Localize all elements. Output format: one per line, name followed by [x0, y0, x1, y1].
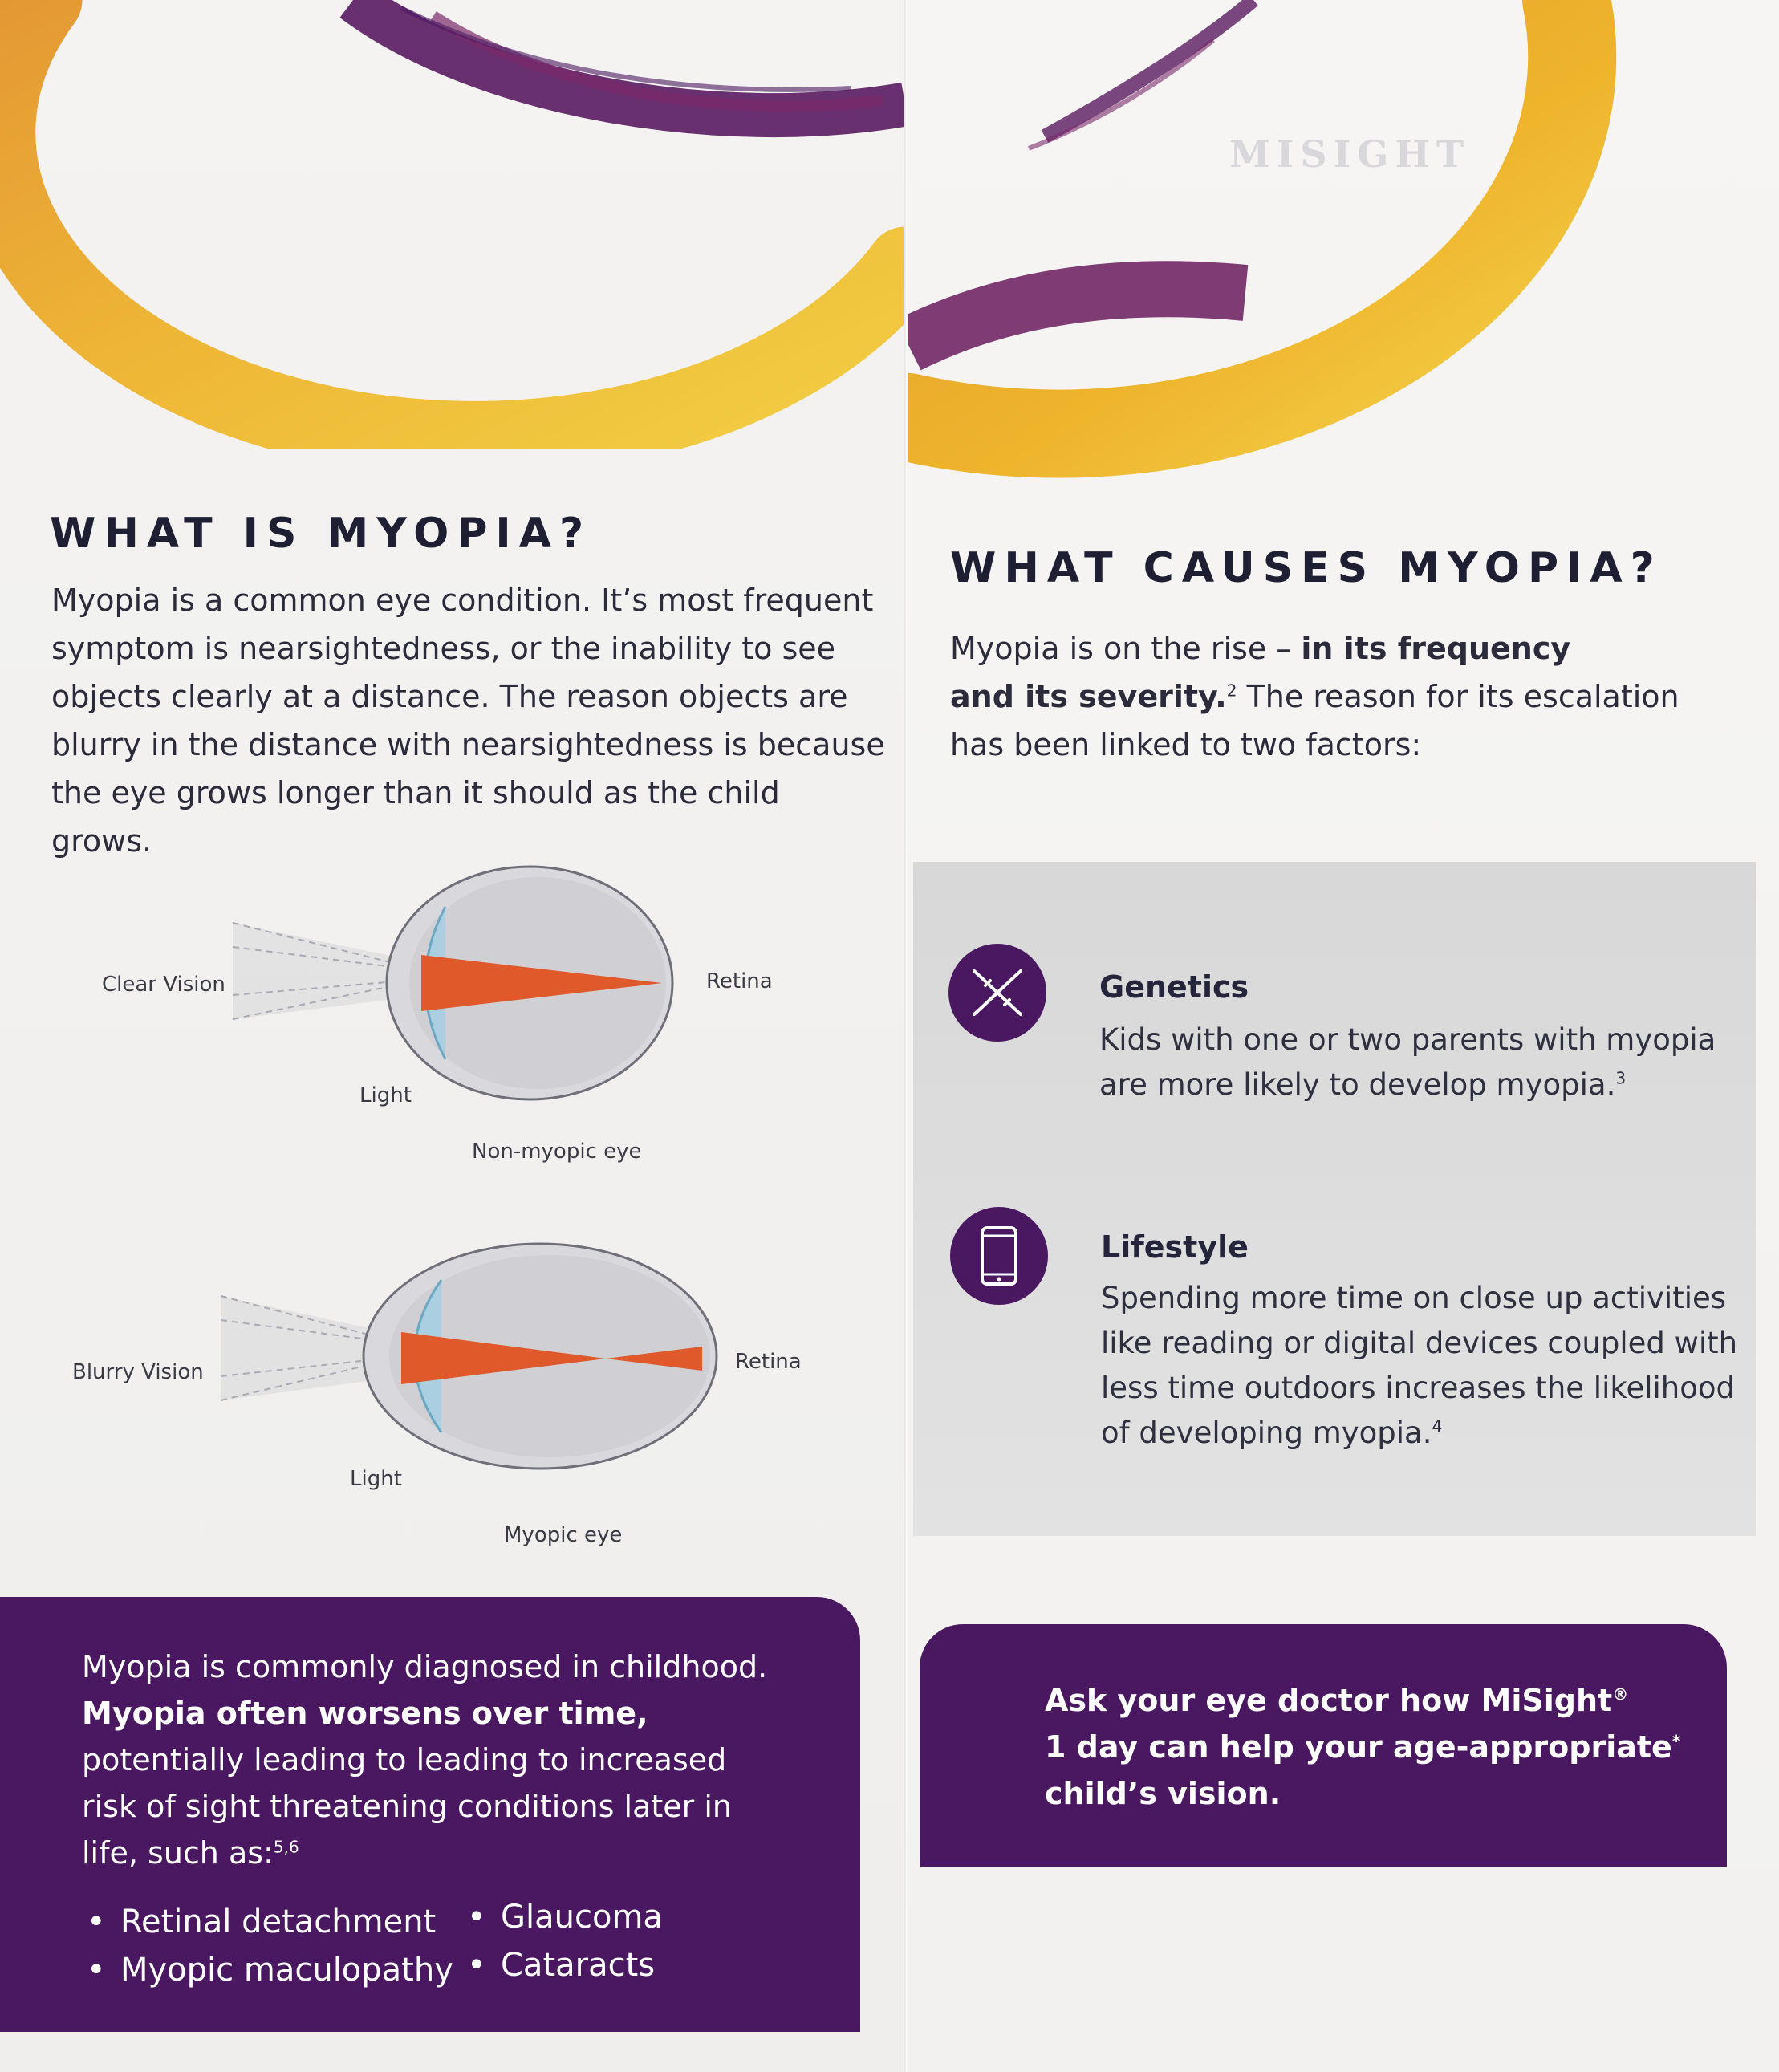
- causes-intro-line: has been linked to two factors:: [950, 727, 1422, 762]
- condition-bullet: [87, 1903, 436, 1940]
- brush-circle-art-right: [908, 0, 1779, 481]
- intro-emphasis: in its frequency: [1301, 631, 1571, 666]
- callout-line: [1045, 1677, 1703, 1724]
- bullet-dot: •: [87, 1952, 106, 1989]
- dna-icon: [948, 944, 1046, 1042]
- lifestyle-text: [1101, 1276, 1743, 1456]
- bullet-dot: •: [467, 1947, 486, 1984]
- brush-circle-art-left: [0, 0, 905, 449]
- condition-text: Glaucoma: [501, 1899, 663, 1936]
- condition-text: Cataracts: [501, 1947, 656, 1984]
- blurry-vision-label: Blurry Vision: [72, 1360, 204, 1384]
- citation-superscript: 4: [1432, 1416, 1443, 1436]
- risk-line-text: life, such as:: [82, 1835, 274, 1871]
- intro-line: blurry in the distance with nearsightedness is because: [51, 727, 885, 762]
- doctor-callout-text: [1045, 1677, 1703, 1817]
- risk-info-box: [0, 1597, 860, 2032]
- registered-mark: ®: [1612, 1684, 1629, 1704]
- genetics-line-text: are more likely to develop myopia.: [1099, 1067, 1616, 1102]
- intro-line: Myopia is a common eye condition. It’s most frequent: [51, 583, 874, 618]
- bullet-dot: •: [467, 1899, 486, 1936]
- lifestyle-line: like reading or digital devices coupled with: [1101, 1326, 1738, 1360]
- non-myopic-eye-diagram: [209, 859, 690, 1115]
- light-label: Light: [350, 1467, 402, 1491]
- genetics-line: Kids with one or two parents with myopia: [1099, 1022, 1716, 1057]
- genetics-text: [1099, 1018, 1741, 1107]
- condition-bullet: [467, 1899, 663, 1936]
- citation-superscript: 3: [1615, 1068, 1627, 1088]
- citation-superscript: 2: [1226, 681, 1237, 701]
- callout-line-text: Ask your eye doctor how MiSight: [1045, 1683, 1613, 1718]
- condition-text: Myopic maculopathy: [120, 1952, 453, 1989]
- risk-line: potentially leading to leading to increased: [82, 1742, 727, 1777]
- condition-bullet: [467, 1947, 655, 1984]
- lifestyle-title: Lifestyle: [1101, 1229, 1249, 1265]
- myopic-eye-diagram: [205, 1240, 718, 1481]
- genetics-title: Genetics: [1099, 969, 1249, 1005]
- risk-line: [82, 1830, 852, 1876]
- doctor-callout-box: [920, 1624, 1727, 1867]
- callout-line: child’s vision.: [1045, 1776, 1281, 1811]
- lifestyle-line: Spending more time on close up activities: [1101, 1281, 1727, 1315]
- light-label: Light: [359, 1083, 412, 1107]
- causes-intro-paragraph: [950, 624, 1753, 769]
- non-myopic-eye-caption: Non-myopic eye: [472, 1140, 642, 1164]
- smartphone-icon: [950, 1207, 1048, 1305]
- bullet-dot: •: [87, 1903, 106, 1940]
- callout-line: [1045, 1724, 1703, 1770]
- risk-line: risk of sight threatening conditions later in: [82, 1789, 732, 1824]
- what-causes-myopia-heading: WHAT CAUSES MYOPIA?: [950, 544, 1663, 592]
- callout-line-text: 1 day can help your age-appropriate: [1045, 1729, 1672, 1765]
- intro-text: The reason for its escalation: [1237, 679, 1679, 714]
- lifestyle-line: less time outdoors increases the likelihood: [1101, 1371, 1735, 1405]
- what-is-myopia-heading: WHAT IS MYOPIA?: [50, 510, 592, 558]
- myopic-eye-caption: Myopic eye: [504, 1523, 623, 1547]
- risk-line-bold: [82, 1690, 852, 1737]
- bleed-through-text: MISIGHT: [1229, 132, 1471, 176]
- lifestyle-line: [1101, 1411, 1743, 1456]
- lifestyle-line-text: of developing myopia.: [1101, 1416, 1432, 1450]
- risk-paragraph: [82, 1643, 852, 1876]
- causes-intro-line: [950, 672, 1753, 721]
- genetics-line: [1099, 1062, 1741, 1107]
- causes-intro-line: [950, 624, 1753, 672]
- risk-emphasis: Myopia often worsens over time,: [82, 1696, 648, 1731]
- condition-bullet: [87, 1952, 453, 1989]
- asterisk-mark: *: [1671, 1731, 1681, 1751]
- intro-line: the eye grows longer than it should as the child grows.: [51, 775, 780, 859]
- condition-text: Retinal detachment: [120, 1903, 437, 1940]
- myopia-intro-paragraph: [51, 576, 886, 865]
- intro-emphasis: and its severity.: [950, 679, 1227, 714]
- intro-line: symptom is nearsightedness, or the inability to see: [51, 631, 836, 666]
- clear-vision-label: Clear Vision: [102, 973, 225, 997]
- citation-superscript: 5,6: [273, 1837, 299, 1857]
- factors-band: [913, 862, 1756, 1536]
- intro-line: objects clearly at a distance. The reason objects are: [51, 679, 848, 714]
- retina-label: Retina: [706, 969, 773, 993]
- risk-line: Myopia is commonly diagnosed in childhood.: [82, 1649, 768, 1684]
- retina-label: Retina: [735, 1350, 802, 1374]
- intro-text: Myopia is on the rise –: [950, 631, 1302, 666]
